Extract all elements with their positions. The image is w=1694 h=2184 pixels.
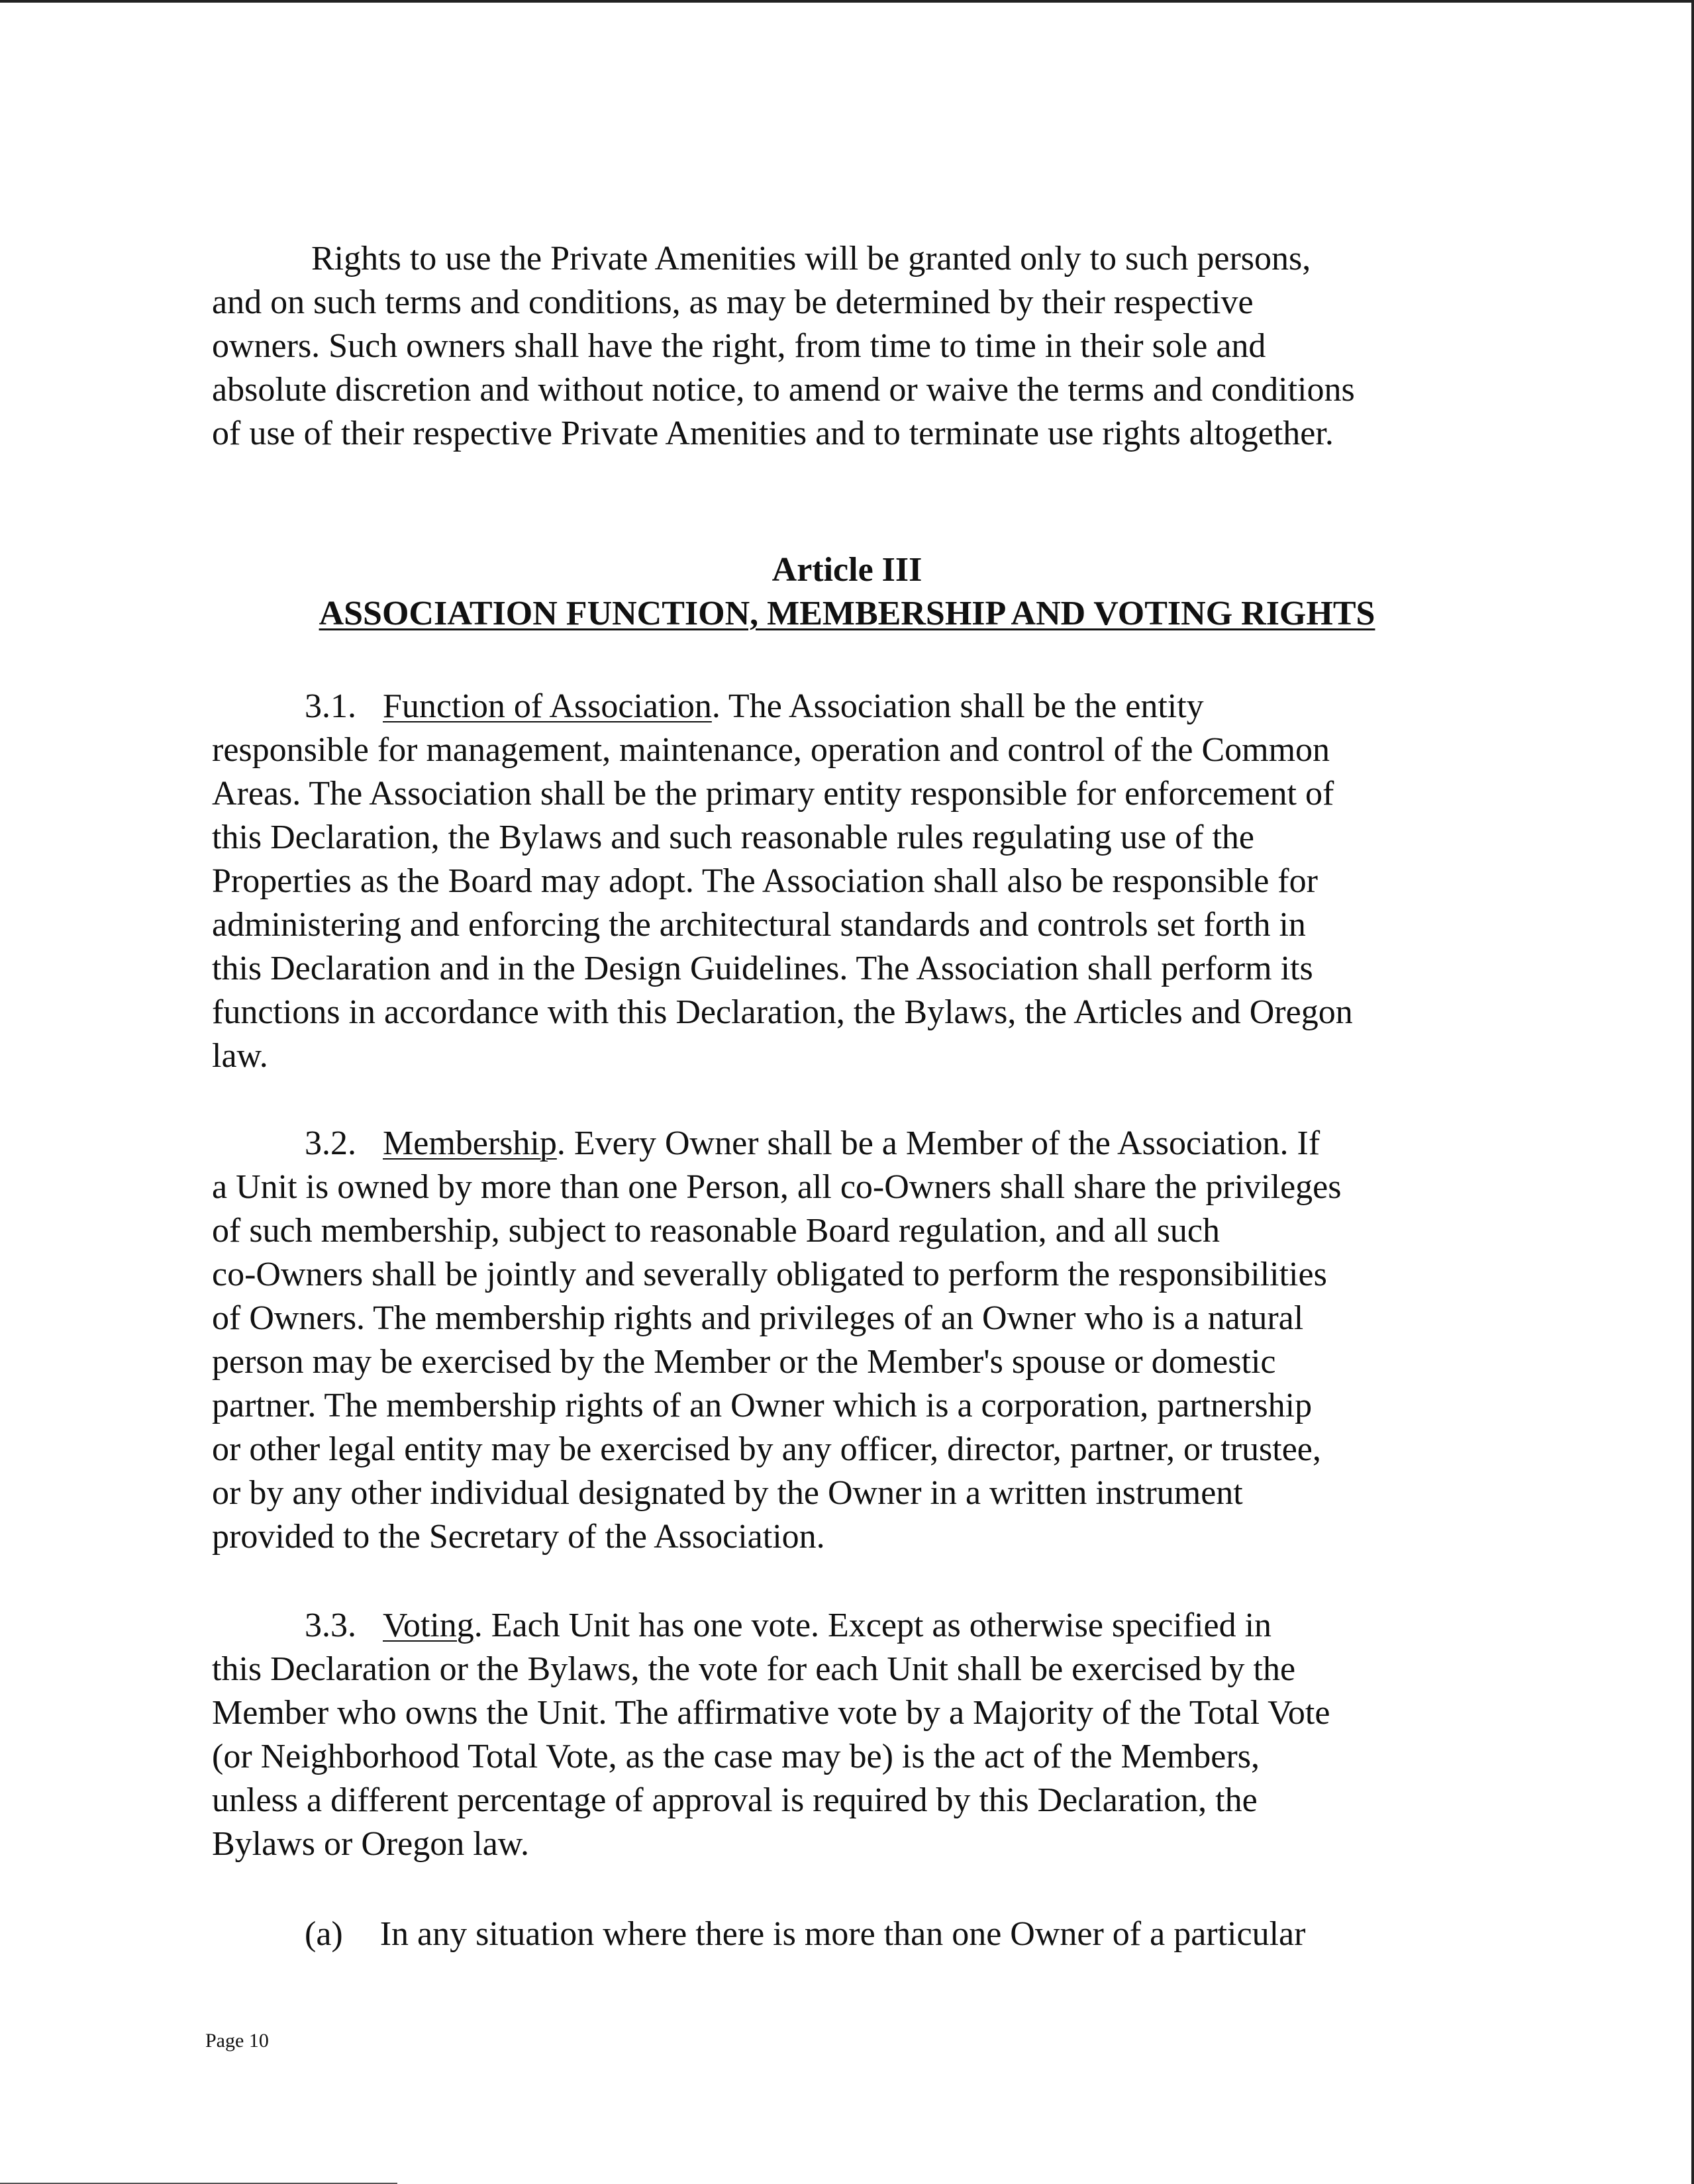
article-subtitle-text: ASSOCIATION FUNCTION, MEMBERSHIP AND VOTING RIGHTS bbox=[319, 595, 1375, 632]
section-3-3 bbox=[212, 1604, 1510, 1866]
scan-border-top bbox=[0, 0, 1694, 3]
subsection-text: In any situation where there is more than one Owner of a particular bbox=[379, 1915, 1306, 1953]
section-body: . Every Owner shall be a Member of the Association. If a Unit is owned by more than one Person, all co-Owners shall share the privileges of such membership, subject to reasonable Board regulation, and all such co-Owners shall be jointly and severally obligated to perform the responsibilities of Owners. The membership rights and privileges of an Owner who is a natural person may be exercised by the Member or the Member's spouse or domestic partner. The membership rights of an Owner which is a corporation, partnership or other legal entity may be exercised by any officer, director, partner, or trustee, or by any other individual designated by the Owner in a written instrument provided to the Secretary of the Association. bbox=[212, 1124, 1342, 1556]
section-number: 3.2. bbox=[305, 1124, 356, 1162]
section-heading: Function of Association bbox=[383, 687, 712, 725]
subsection-a bbox=[212, 1912, 1510, 1956]
subsection-label: (a) bbox=[305, 1915, 343, 1953]
article-subtitle bbox=[0, 592, 1694, 636]
section-body: . The Association shall be the entity responsible for management, maintenance, operation and control of the Common Areas. The Association shall be the primary entity responsible for enforcement of this Declaration, the Bylaws and such reasonable rules regulating use of the Properties as the Board may adopt. The Association shall also be responsible for administering and enforcing the architectural standards and controls set forth in this Declaration and in the Design Guidelines. The Association shall perform its functions in accordance with this Declaration, the Bylaws, the Articles and Oregon law. bbox=[212, 687, 1353, 1075]
section-body: . Each Unit has one vote. Except as otherwise specified in this Declaration or the Bylaws, the vote for each Unit shall be exercised by the Member who owns the Unit. The affirmative vote by a Majority of the Total Vote (or Neighborhood Total Vote, as the case may be) is the act of the Members, unless a different percentage of approval is required by this Declaration, the Bylaws or Oregon law. bbox=[212, 1607, 1330, 1863]
page-number: Page 10 bbox=[205, 2030, 269, 2052]
section-3-2 bbox=[212, 1122, 1510, 1559]
section-number: 3.1. bbox=[305, 687, 356, 725]
section-number: 3.3. bbox=[305, 1607, 356, 1644]
section-3-1 bbox=[212, 685, 1510, 1078]
section-heading: Membership bbox=[383, 1124, 557, 1162]
article-title: Article III bbox=[772, 551, 922, 589]
intro-paragraph: Rights to use the Private Amenities will be granted only to such persons, and on such terms and conditions, as may be determined by their respective owners. Such owners shall have the right, from time to time in their sole and absolute discretion and without notice, to amend or waive the terms and conditions of use of their respective Private Amenities and to terminate use rights altogether. bbox=[212, 240, 1355, 452]
section-heading: Voting bbox=[383, 1607, 474, 1644]
scan-border-right bbox=[1691, 0, 1694, 2184]
